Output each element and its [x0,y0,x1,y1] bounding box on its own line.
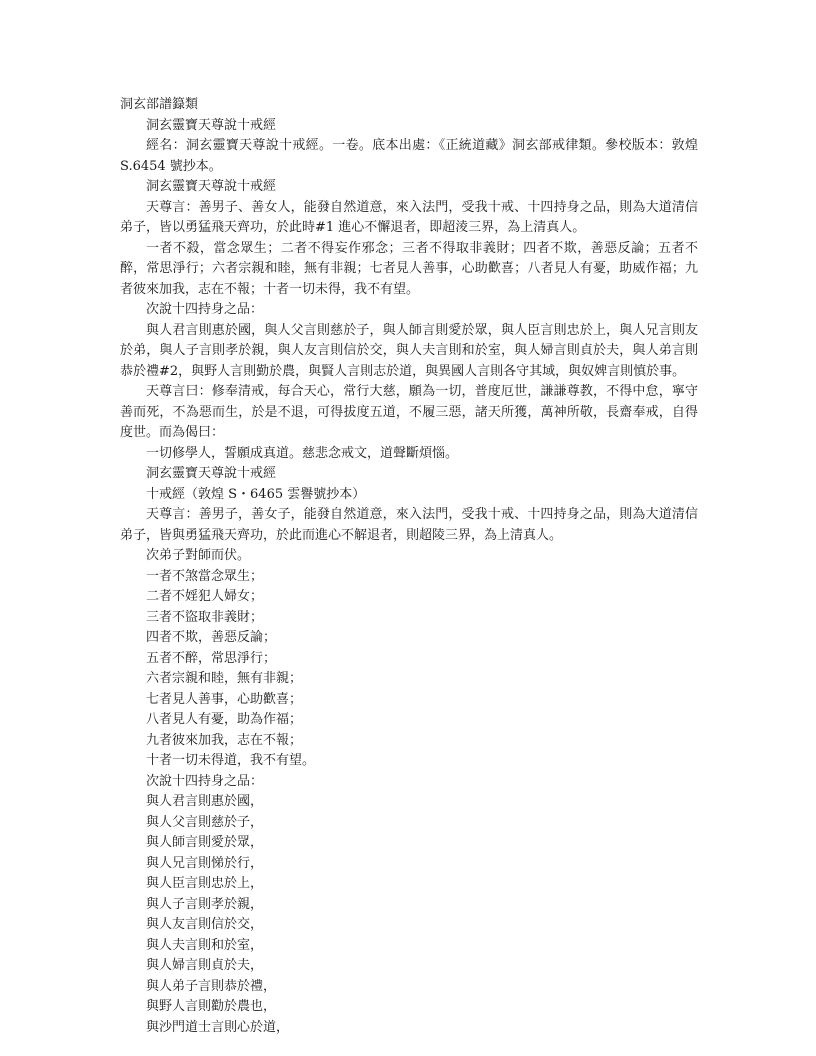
fourteen-heading: 次說十四持身之品： [146,302,264,317]
list-item: 與人婦言則貞於夫， [146,958,264,973]
list-item: 與野人言則勸於農也， [146,999,277,1014]
list-item: 六者宗親和睦，無有非親； [146,671,303,686]
list-item: 二者不婬犯人婦女； [146,589,264,604]
list-item: 與人友言則信於交， [146,917,264,932]
list-item: 一者不煞當念眾生； [146,568,264,584]
disciple-line: 次弟子對師而伏。 [146,548,251,563]
list-item: 與沙門道士言則心於道， [146,1019,290,1035]
list-item: 九者彼來加我，志在不報； [146,732,303,748]
section-title: 洞玄靈寶天尊說十戒經 [146,117,277,133]
precepts-list [120,567,698,772]
section-title: 洞玄靈寶天尊說十戒經 [146,179,277,194]
category-title: 洞玄部譜籙類 [120,97,199,112]
list-item: 與人夫言則和於室， [146,937,264,953]
list-item: 四者不欺，善惡反論； [146,630,277,645]
list-item: 與人兄言則悌於行， [146,855,264,871]
list-item: 與人父言則慈於子， [146,814,264,830]
dunhuang-title: 十戒經（敦煌 S・6465 雲譽號抄本） [146,486,366,502]
ten-precepts-paragraph: 一者不殺，當念眾生；二者不得妄作邪念；三者不得取非義財；四者不欺，善惡反論；五者不醉，常思淨行；六者宗親和睦，無有非親；七者見人善事，心助歡喜；八者見人有憂，助威作福；九者彼來加我，志在不報；十者一切未得，我不有望。 [120,240,698,297]
verse: 一切修學人，誓願成真道。慈悲念戒文，道聲斷煩惱。 [146,445,459,461]
fourteen-heading: 次說十四持身之品： [146,773,264,789]
list-item: 與人子言則孝於親， [146,896,264,912]
section-title: 洞玄靈寶天尊說十戒經 [146,466,277,481]
intro-paragraph: 天尊言：善男子、善女人，能發自然道意，來入法門，受我十戒、十四持身之品，則為大道清信弟子，皆以勇猛飛天齊功，於此時#1 進心不懈退者，即超淩三界，為上清真人。 [120,199,698,235]
list-item: 八者見人有憂，助為作福； [146,712,303,727]
fourteen-list [120,792,698,1038]
list-item: 十者一切未得道，我不有望。 [146,753,316,768]
list-item: 七者見人善事，心助歡喜； [146,691,303,707]
list-item: 與人弟子言則恭於禮， [146,978,277,994]
list-item: 與人師言則愛於眾， [146,835,264,850]
exhortation-paragraph: 天尊言曰：修奉清戒，每合天心，常行大慈，願為一切，普度厄世，謙謙尊教，不得中怠，寧守善而死，不為惡而生，於是不退，可得拔度五道，不履三惡，諸天所獲，萬神所敬，長齋奉戒，自得度世。而為偈曰： [120,384,698,440]
list-item: 三者不盜取非義財； [146,609,264,625]
list-item: 與人君言則惠於國， [146,794,264,809]
scripture-note: 經名：洞玄靈寶天尊說十戒經。一卷。底本出處：《正統道藏》洞玄部戒律類。參校版本：敦煌 S.6454 號抄本。 [120,138,698,174]
list-item: 五者不醉，常思淨行； [146,650,277,666]
list-item: 與人臣言則忠於上， [146,876,264,891]
document-page [120,95,698,1038]
dunhuang-intro-paragraph: 天尊言：善男子，善女子，能發自然道意，來入法門，受我十戒、十四持身之品，則為大道清信弟子，皆與勇猛飛天齊功，於此而進心不解退者，則超陵三界，為上清真人。 [120,507,698,543]
fourteen-paragraph: 與人君言則惠於國，與人父言則慈於子，與人師言則愛於眾，與人臣言則忠於上，與人兄言則友於弟，與人子言則孝於親，與人友言則信於交，與人夫言則和於室，與人婦言則貞於夫，與人弟言則恭於禮#2，與野人言則勤於農，與賢人言則志於道，與異國人言則各守其域，與奴婢言則慎於事。 [120,322,698,379]
